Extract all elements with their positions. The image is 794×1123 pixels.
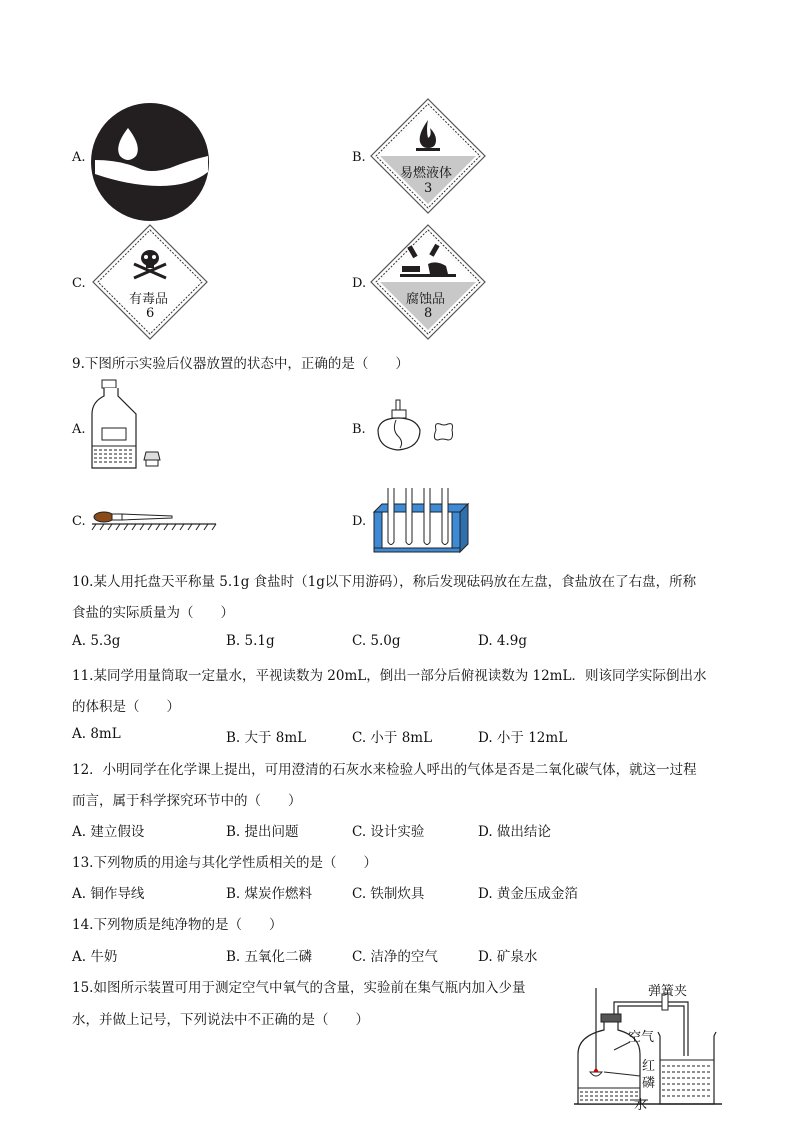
q11-option-a: A. 8mL: [72, 726, 121, 742]
q11-stem-line2: 的体积是（ ）: [72, 699, 180, 715]
flammable-liquid-sign-icon: [370, 98, 486, 214]
q12-stem-line2: 而言，属于科学探究环节中的（ ）: [72, 793, 302, 809]
reagent-bottle-icon: [88, 380, 168, 472]
q15-label-phosphorus: 红磷: [642, 1059, 656, 1091]
q12-stem-line1: 12．小明同学在化学课上提出，可用澄清的石灰水来检验人呼出的气体是否是二氧化碳气体，就这一过程: [72, 762, 697, 778]
q10-option-d: D. 4.9g: [478, 633, 528, 649]
q9-option-d-letter: D.: [352, 514, 367, 529]
q8-option-b-sign-num: 3: [424, 181, 433, 196]
q8-option-c-sign-text: 有毒品: [129, 292, 169, 307]
q8-option-d-sign-text: 腐蚀品: [406, 292, 446, 307]
q13-option-c: C. 铁制炊具: [352, 886, 425, 902]
q14-option-a: A. 牛奶: [72, 949, 118, 965]
q15-label-water: 水: [634, 1098, 648, 1113]
q9-stem: 9.下图所示实验后仪器放置的状态中，正确的是（ ）: [72, 356, 409, 372]
dropper-on-table-icon: [92, 508, 222, 530]
q13-option-d: D. 黄金压成金箔: [478, 886, 578, 902]
q12-option-c: C. 设计实验: [352, 824, 425, 840]
q15-label-clip: 弹簧夹: [648, 984, 688, 999]
toxic-sign-icon: [92, 224, 208, 340]
test-tube-rack-icon: [370, 484, 470, 556]
q13-option-a: A. 铜作导线: [72, 886, 145, 902]
q11-stem-line1: 11.某同学用量筒取一定量水，平视读数为 20mL，倒出一部分后俯视读数为 12mL．则该同学实际倒出水: [72, 668, 707, 684]
q14-option-c: C. 洁净的空气: [352, 949, 438, 965]
q9-option-b-letter: B.: [352, 422, 366, 437]
q13-option-b: B. 煤炭作燃料: [226, 886, 313, 902]
q12-option-a: A. 建立假设: [72, 824, 145, 840]
q14-option-b: B. 五氧化二磷: [226, 949, 313, 965]
q8-option-d-letter: D.: [352, 276, 367, 291]
q12-option-d: D. 做出结论: [478, 824, 551, 840]
q8-option-b-letter: B.: [352, 150, 366, 165]
flammable-solid-sign-icon: [90, 102, 210, 222]
q14-stem: 14.下列物质是纯净物的是（ ）: [72, 917, 283, 933]
q8-option-c-letter: C.: [72, 276, 86, 291]
q8-option-c-sign-num: 6: [146, 306, 155, 321]
q14-option-d: D. 矿泉水: [478, 949, 538, 965]
q10-option-c: C. 5.0g: [352, 633, 401, 649]
q9-option-a-letter: A.: [72, 422, 86, 437]
q8-option-d-sign-num: 8: [424, 306, 433, 321]
q11-option-c: C. 小于 8mL: [352, 730, 433, 746]
q9-option-c-letter: C.: [72, 514, 86, 529]
q15-label-air: 空气: [628, 1030, 655, 1045]
corrosive-sign-icon: [370, 224, 486, 340]
q8-option-a-letter: A.: [72, 150, 86, 165]
q11-option-d: D. 小于 12mL: [478, 730, 568, 746]
q8-option-b-sign-text: 易燃液体: [400, 166, 453, 181]
q13-stem: 13.下列物质的用途与其化学性质相关的是（ ）: [72, 855, 377, 871]
q11-option-b: B. 大于 8mL: [226, 730, 307, 746]
q15-stem-line1: 15.如图所示装置可用于测定空气中氧气的含量，实验前在集气瓶内加入少量: [72, 980, 526, 996]
q15-stem-line2: 水，并做上记号，下列说法中不正确的是（ ）: [72, 1012, 369, 1028]
q10-option-a: A. 5.3g: [72, 633, 121, 649]
q10-stem-line2: 食盐的实际质量为（ ）: [72, 605, 234, 621]
q10-stem-line1: 10.某人用托盘天平称量 5.1g 食盐时（1g以下用游码），称后发现砝码放在左盘，食盐放在了右盘，所称: [72, 574, 697, 590]
alcohol-lamp-icon: [370, 396, 470, 456]
q10-option-b: B. 5.1g: [226, 633, 275, 649]
q12-option-b: B. 提出问题: [226, 824, 299, 840]
